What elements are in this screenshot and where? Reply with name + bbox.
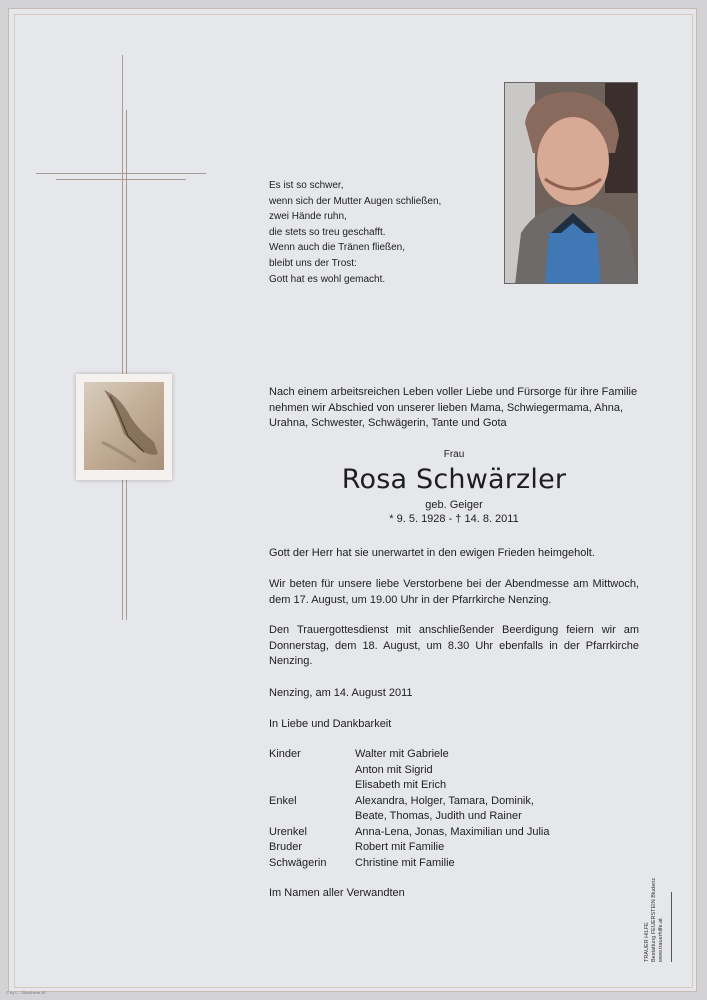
family-names: Anna-Lena, Jonas, Maximilian und Julia <box>355 825 550 838</box>
family-list <box>269 747 549 871</box>
relation-label: Bruder <box>269 841 303 853</box>
praying-hands-image <box>76 374 172 480</box>
poem-line: Es ist so schwer, <box>269 180 344 191</box>
poem-line: die stets so treu geschafft. <box>269 226 386 238</box>
footer-credit: © by L. - Bönsheim 46 <box>6 990 46 995</box>
place-date: Nenzing, am 14. August 2011 <box>269 687 413 699</box>
family-row <box>269 840 549 856</box>
paragraph: Wir beten für unsere liebe Verstorbene bei der Abendmesse am Mittwoch, dem 17. August, um 19.00 Uhr in der Pfarrkirche Nenzing. <box>269 578 639 606</box>
life-dates: * 9. 5. 1928 - † 14. 8. 2011 <box>389 513 519 525</box>
poem-line: zwei Hände ruhn, <box>269 211 347 223</box>
family-names: Walter mit Gabriele <box>355 748 449 760</box>
poem-line: bleibt uns der Trost: <box>269 257 357 269</box>
paragraph: Gott der Herr hat sie unerwartet in den ewigen Frieden heimgeholt. <box>269 547 595 559</box>
relation-label: Schwägerin <box>269 856 327 869</box>
paragraph: Den Trauergottesdienst mit anschließender Beerdigung feiern wir am Donnerstag, dem 18. August, um 8.30 Uhr ebenfalls in der Pfarrkirche Nenzing. <box>269 624 639 667</box>
intro-text: Nach einem arbeitsreichen Leben voller Liebe und Fürsorge für ihre Familie nehmen wir Abschied von unserer lieben Mama, Schwiegermama, Ahna, Urahna, Schwester, Schwägerin, Tante und Gota <box>269 386 638 429</box>
portrait-photo <box>504 82 638 284</box>
undertaker-logo <box>644 862 684 967</box>
relation-label: Kinder <box>269 748 301 760</box>
poem <box>269 178 441 287</box>
logo-line: TRAUER HILFE <box>644 922 650 962</box>
logo-line: Bestattung FEUERSTEIN Bludenz <box>651 877 657 962</box>
poem-line: Wenn auch die Tränen fließen, <box>269 242 406 254</box>
family-row <box>269 794 549 825</box>
poem-line: Gott hat es wohl gemacht. <box>269 273 386 285</box>
maiden-name: geb. Geiger <box>425 499 483 511</box>
cross-ornament <box>36 55 208 625</box>
logo-line: www.trauerhilfe.at <box>658 918 664 962</box>
family-row <box>269 747 549 794</box>
family-names: Beate, Thomas, Judith und Rainer <box>355 810 522 822</box>
family-names: Christine mit Familie <box>355 856 455 869</box>
family-names: Elisabeth mit Erich <box>355 779 447 791</box>
family-names: Robert mit Familie <box>355 841 445 853</box>
relation-label: Enkel <box>269 794 297 807</box>
paragraph: In Liebe und Dankbarkeit <box>269 718 392 730</box>
poem-line: wenn sich der Mutter Augen schließen, <box>269 195 442 207</box>
salutation: Frau <box>443 449 465 460</box>
family-names: Anton mit Sigrid <box>355 763 433 776</box>
relation-label: Urenkel <box>269 825 307 838</box>
family-row <box>269 856 549 872</box>
deceased-name: Rosa Schwärzler <box>341 464 567 495</box>
closing-text: Im Namen aller Verwandten <box>269 887 405 899</box>
family-row <box>269 825 549 841</box>
family-names: Alexandra, Holger, Tamara, Dominik, <box>355 794 534 807</box>
